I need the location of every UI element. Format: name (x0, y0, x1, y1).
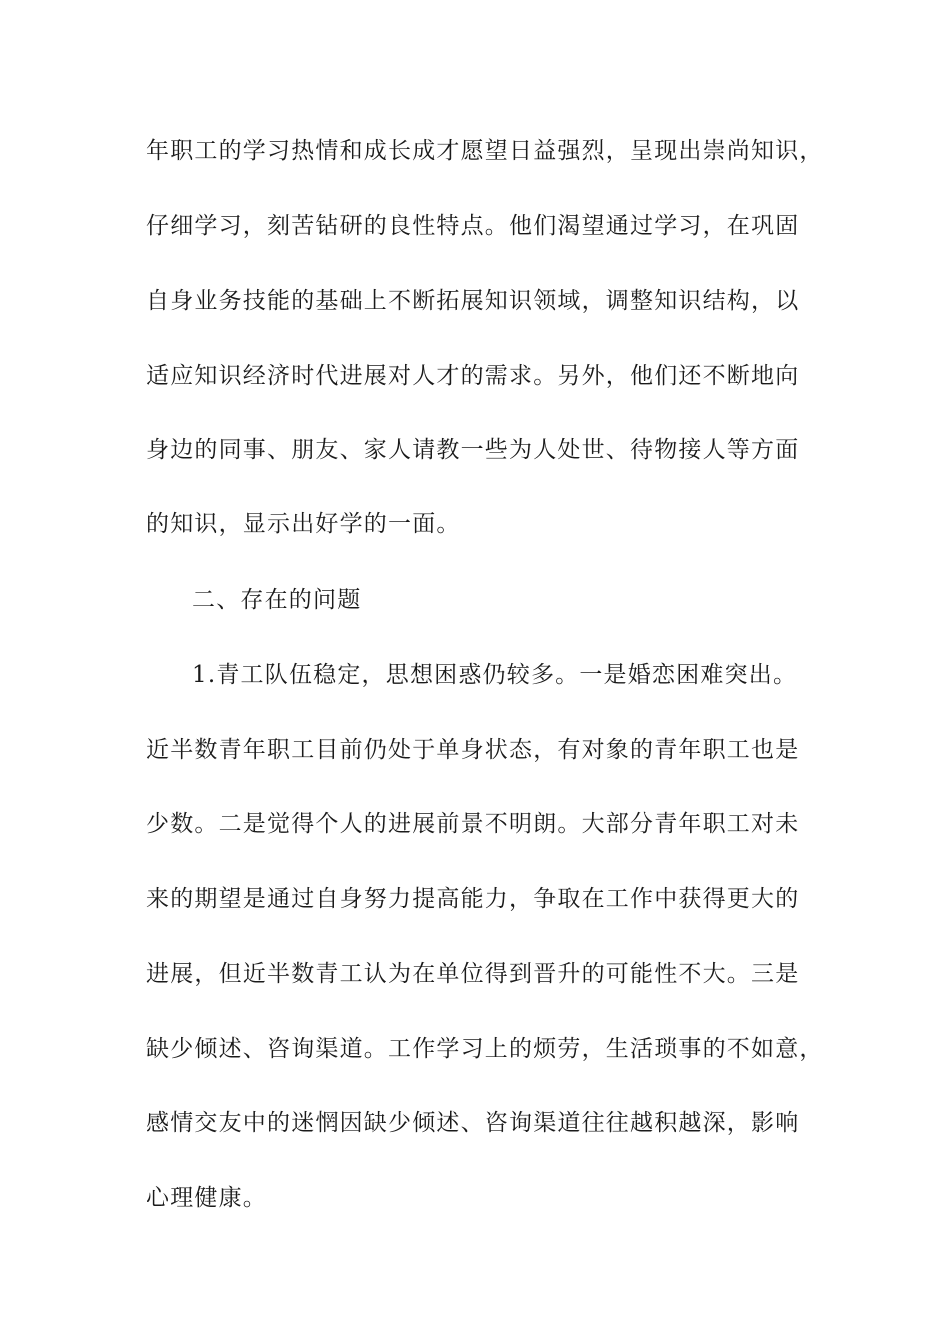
paragraph-line: 心理健康。 (146, 1185, 267, 1211)
paragraph-line: 自身业务技能的基础上不断拓展知识领域，调整知识结构，以 (146, 288, 800, 314)
paragraph-line: 缺少倾述、咨询渠道。工作学习上的烦劳，生活琐事的不如意， (146, 1036, 824, 1062)
paragraph-line: 1.青工队伍稳定，思想困惑仍较多。一是婚恋困难突出。 (192, 662, 798, 688)
paragraph-line: 进展，但近半数青工认为在单位得到晋升的可能性不大。三是 (146, 961, 800, 987)
paragraph-line: 适应知识经济时代进展对人才的需求。另外，他们还不断地向 (146, 363, 800, 389)
paragraph-line: 感情交友中的迷惘因缺少倾述、咨询渠道往往越积越深，影响 (146, 1110, 800, 1136)
paragraph-line: 少数。二是觉得个人的进展前景不明朗。大部分青年职工对未 (146, 811, 800, 837)
paragraph-line: 仔细学习，刻苦钻研的良性特点。他们渴望通过学习，在巩固 (146, 213, 800, 239)
paragraph-line: 来的期望是通过自身努力提高能力，争取在工作中获得更大的 (146, 886, 800, 912)
paragraph-line: 的知识，显示出好学的一面。 (146, 511, 461, 537)
paragraph-line: 近半数青年职工目前仍处于单身状态，有对象的青年职工也是 (146, 737, 800, 763)
paragraph-line: 年职工的学习热情和成长成才愿望日益强烈，呈现出崇尚知识， (146, 138, 824, 164)
section-heading: 二、存在的问题 (192, 587, 362, 613)
paragraph-line: 身边的同事、朋友、家人请教一些为人处世、待物接人等方面 (146, 437, 800, 463)
